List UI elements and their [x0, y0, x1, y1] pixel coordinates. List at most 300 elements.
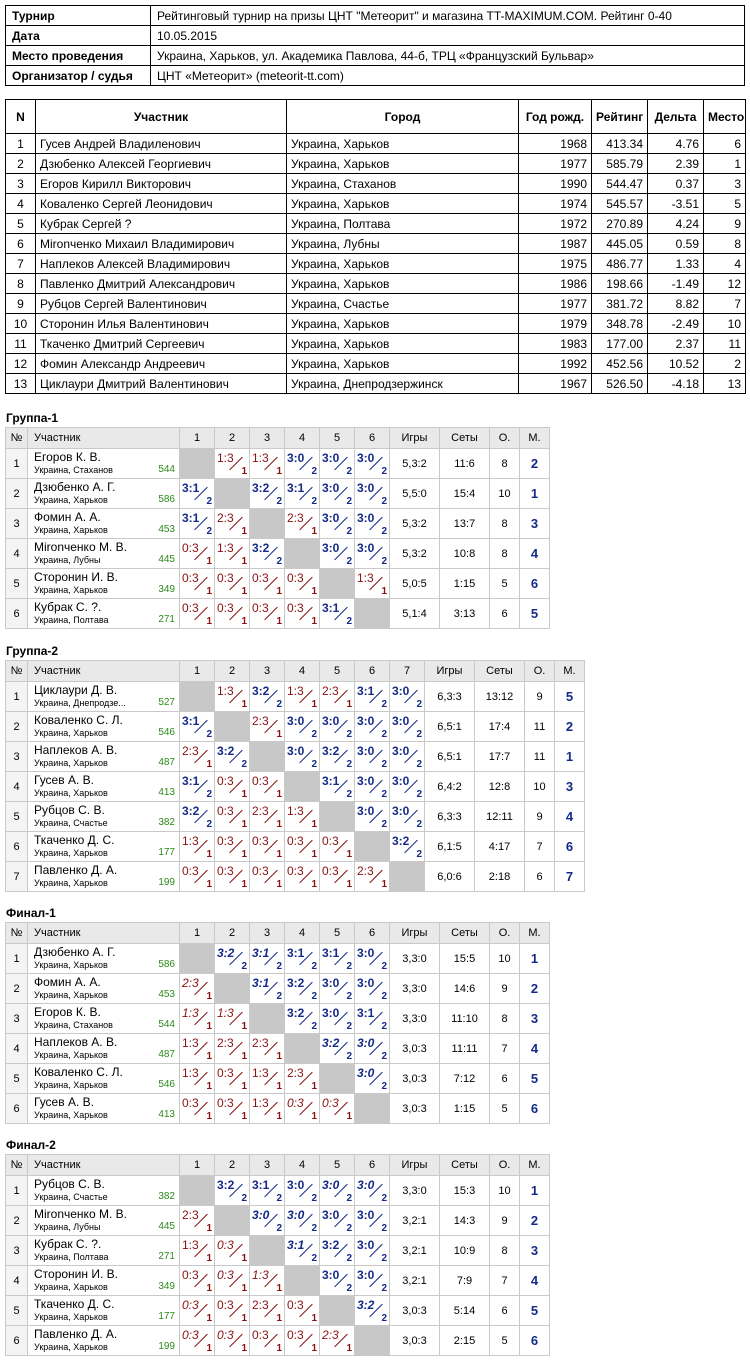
match-score — [355, 509, 389, 538]
score-cell — [215, 449, 250, 479]
match-score — [250, 832, 284, 861]
participant-cell — [28, 539, 180, 569]
column-header-opponent: 1 — [180, 428, 215, 449]
self-cell — [355, 1326, 390, 1356]
column-header-opponent: 1 — [180, 1155, 215, 1176]
participant-rating: 586 — [158, 494, 175, 505]
match-score — [285, 1004, 319, 1033]
place-cell: 5 — [555, 682, 585, 712]
sets-cell: 10:8 — [440, 539, 490, 569]
table-cell: 445.05 — [592, 234, 648, 254]
column-header-opponent: 2 — [215, 923, 250, 944]
score-text: 0:3 — [287, 864, 304, 878]
score-text: 0:3 — [182, 1298, 199, 1312]
participant-name: Дзюбенко А. Г. — [34, 481, 116, 494]
score-cell — [355, 682, 390, 712]
table-row — [6, 334, 746, 354]
score-cell — [320, 1094, 355, 1124]
info-row — [6, 46, 745, 66]
table-cell: Коваленко Сергей Леонидович — [36, 194, 287, 214]
group-table — [5, 922, 550, 1124]
points-cell: 8 — [490, 1004, 520, 1034]
score-cell — [215, 509, 250, 539]
place-cell: 1 — [520, 1176, 550, 1206]
row-number: 3 — [6, 1004, 28, 1034]
score-text: 0:3 — [217, 1298, 234, 1312]
self-cell — [285, 1266, 320, 1296]
score-text: 1:3 — [252, 451, 269, 465]
sets-cell: 12:11 — [475, 802, 525, 832]
participant-rating: 586 — [158, 959, 175, 970]
score-cell — [285, 974, 320, 1004]
group-title: Финал-1 — [6, 906, 56, 920]
score-cell — [180, 832, 215, 862]
participant-city: Украина, Днепродзе... — [34, 698, 126, 708]
match-score — [285, 974, 319, 1003]
match-score — [215, 1034, 249, 1063]
match-score — [355, 712, 389, 741]
score-cell — [390, 772, 425, 802]
match-score — [285, 742, 319, 771]
participant-city: Украина, Полтава — [34, 1252, 109, 1262]
table-cell: 1990 — [519, 174, 592, 194]
match-score — [355, 682, 389, 711]
score-cell — [250, 1064, 285, 1094]
score-text: 3:2 — [357, 1298, 375, 1312]
participant-name: Павленко Д. А. — [34, 1328, 118, 1341]
match-points: 1 — [241, 789, 247, 800]
table-cell: -3.51 — [648, 194, 704, 214]
column-header-sets: Сеты — [440, 1155, 490, 1176]
match-score — [285, 1236, 319, 1265]
match-points: 1 — [311, 1111, 317, 1122]
match-score — [215, 944, 249, 973]
table-cell: -2.49 — [648, 314, 704, 334]
match-points: 2 — [381, 699, 387, 710]
score-text: 1:3 — [182, 834, 199, 848]
score-cell — [180, 1094, 215, 1124]
table-row — [6, 154, 746, 174]
score-cell — [180, 1206, 215, 1236]
match-points: 1 — [206, 759, 212, 770]
score-cell — [320, 772, 355, 802]
score-cell — [215, 539, 250, 569]
score-cell — [215, 742, 250, 772]
group-title: Группа-1 — [6, 411, 59, 425]
score-text: 0:3 — [252, 834, 269, 848]
column-header-opponent: 3 — [250, 923, 285, 944]
score-cell — [285, 832, 320, 862]
column-header: N — [6, 100, 36, 134]
participant-rating: 382 — [158, 1191, 175, 1202]
table-cell: Мironченко Михаил Владимирович — [36, 234, 287, 254]
participant-rating: 413 — [158, 1109, 175, 1120]
games-cell: 6,3:3 — [425, 802, 475, 832]
table-cell: 4.24 — [648, 214, 704, 234]
match-score — [390, 682, 424, 711]
sets-cell: 12:8 — [475, 772, 525, 802]
score-text: 0:3 — [217, 834, 234, 848]
sets-cell: 17:7 — [475, 742, 525, 772]
score-cell — [180, 974, 215, 1004]
participant-name: Гусев А. В. — [34, 1096, 94, 1109]
score-text: 3:0 — [322, 976, 340, 990]
match-points: 2 — [381, 556, 387, 567]
match-score — [355, 1176, 389, 1205]
group-header-row — [6, 428, 550, 449]
points-cell: 7 — [490, 1266, 520, 1296]
self-cell — [250, 1004, 285, 1034]
place-cell: 6 — [520, 569, 550, 599]
column-header-place: М. — [555, 661, 585, 682]
score-cell — [285, 1206, 320, 1236]
score-cell — [320, 862, 355, 892]
match-points: 2 — [346, 1283, 352, 1294]
score-text: 3:0 — [357, 714, 375, 728]
match-points: 1 — [241, 1313, 247, 1324]
score-cell — [215, 802, 250, 832]
match-points: 2 — [346, 1051, 352, 1062]
table-cell: 10 — [704, 314, 746, 334]
match-score — [320, 599, 354, 628]
self-cell — [215, 974, 250, 1004]
match-points: 1 — [206, 879, 212, 890]
match-points: 1 — [206, 616, 212, 627]
match-score — [320, 1004, 354, 1033]
sets-cell: 2:18 — [475, 862, 525, 892]
match-points: 1 — [241, 616, 247, 627]
score-text: 3:2 — [322, 1238, 340, 1252]
points-cell: 6 — [490, 1296, 520, 1326]
self-cell — [320, 1064, 355, 1094]
score-text: 0:3 — [322, 834, 339, 848]
participant-name: Фомин А. А. — [34, 511, 101, 524]
column-header-opponent: 6 — [355, 661, 390, 682]
match-score — [320, 682, 354, 711]
score-text: 0:3 — [217, 864, 234, 878]
score-text: 2:3 — [252, 714, 269, 728]
participant-rating: 271 — [158, 614, 175, 625]
info-key: Место проведения — [6, 46, 151, 66]
match-score — [320, 449, 354, 478]
score-text: 0:3 — [287, 571, 304, 585]
score-cell — [285, 712, 320, 742]
score-cell — [355, 1266, 390, 1296]
place-cell: 2 — [520, 974, 550, 1004]
score-cell — [180, 1064, 215, 1094]
participant-city: Украина, Харьков — [34, 878, 108, 888]
match-points: 1 — [206, 1283, 212, 1294]
score-text: 3:1 — [287, 481, 305, 495]
participant-name: Наплеков А. В. — [34, 744, 118, 757]
participant-city: Украина, Харьков — [34, 1282, 108, 1292]
match-score — [180, 1296, 214, 1325]
points-cell: 9 — [490, 1206, 520, 1236]
score-cell — [320, 1266, 355, 1296]
self-cell — [250, 1236, 285, 1266]
participant-rating: 382 — [158, 817, 175, 828]
games-cell: 6,5:1 — [425, 742, 475, 772]
games-cell: 5,5:0 — [390, 479, 440, 509]
match-points: 1 — [311, 879, 317, 890]
participant-cell — [28, 712, 180, 742]
participant-rating: 546 — [158, 727, 175, 738]
match-points: 1 — [241, 1111, 247, 1122]
match-points: 1 — [241, 879, 247, 890]
match-points: 1 — [346, 1111, 352, 1122]
match-points: 2 — [311, 991, 317, 1002]
match-score — [250, 479, 284, 508]
score-cell — [215, 1326, 250, 1356]
participant-city: Украина, Лубны — [34, 1222, 101, 1232]
match-score — [250, 712, 284, 741]
score-cell — [215, 1236, 250, 1266]
match-points: 2 — [311, 1223, 317, 1234]
match-points: 1 — [311, 1313, 317, 1324]
match-score — [180, 832, 214, 861]
sets-cell: 7:12 — [440, 1064, 490, 1094]
table-cell: Украина, Харьков — [287, 154, 519, 174]
score-text: 3:0 — [357, 774, 375, 788]
score-text: 1:3 — [287, 804, 304, 818]
match-score — [355, 1034, 389, 1063]
table-row — [6, 1176, 550, 1206]
table-row — [6, 862, 585, 892]
match-score — [250, 944, 284, 973]
table-cell: 1968 — [519, 134, 592, 154]
row-number: 3 — [6, 742, 28, 772]
info-row — [6, 26, 745, 46]
match-points: 1 — [206, 1223, 212, 1234]
score-cell — [355, 569, 390, 599]
place-cell: 3 — [555, 772, 585, 802]
column-header-place: М. — [520, 923, 550, 944]
score-text: 1:3 — [182, 1006, 199, 1020]
self-cell — [285, 539, 320, 569]
match-score — [180, 742, 214, 771]
table-cell: 8 — [704, 234, 746, 254]
participant-rating: 349 — [158, 584, 175, 595]
table-row — [6, 1296, 550, 1326]
score-cell — [285, 1176, 320, 1206]
score-text: 3:0 — [322, 1178, 340, 1192]
self-cell — [215, 479, 250, 509]
match-score — [320, 479, 354, 508]
match-score — [285, 944, 319, 973]
sets-cell: 15:5 — [440, 944, 490, 974]
score-text: 3:0 — [357, 481, 375, 495]
table-cell: Егоров Кирилл Викторович — [36, 174, 287, 194]
table-cell: 12 — [704, 274, 746, 294]
match-score — [180, 599, 214, 628]
match-score — [320, 1326, 354, 1355]
score-text: 0:3 — [322, 864, 339, 878]
score-text: 3:2 — [252, 481, 270, 495]
score-cell — [250, 682, 285, 712]
score-text: 3:0 — [322, 714, 340, 728]
participant-rating: 177 — [158, 1311, 175, 1322]
column-header: Город — [287, 100, 519, 134]
score-cell — [180, 712, 215, 742]
match-points: 1 — [241, 1081, 247, 1092]
table-cell: 1974 — [519, 194, 592, 214]
match-points: 2 — [346, 1223, 352, 1234]
match-points: 1 — [311, 1343, 317, 1354]
table-cell: Рубцов Сергей Валентинович — [36, 294, 287, 314]
table-row — [6, 682, 585, 712]
score-text: 3:1 — [182, 714, 200, 728]
match-points: 2 — [381, 991, 387, 1002]
table-cell: 270.89 — [592, 214, 648, 234]
info-value: 10.05.2015 — [151, 26, 745, 46]
column-header-num: № — [6, 661, 28, 682]
tournament-info-table — [5, 5, 745, 86]
participant-name: Коваленко С. Л. — [34, 714, 123, 727]
score-cell — [320, 712, 355, 742]
match-points: 1 — [276, 616, 282, 627]
points-cell: 7 — [490, 1034, 520, 1064]
score-text: 0:3 — [252, 601, 269, 615]
table-row — [6, 479, 550, 509]
column-header: Дельта — [648, 100, 704, 134]
score-cell — [285, 449, 320, 479]
match-points: 1 — [276, 789, 282, 800]
row-number: 1 — [6, 1176, 28, 1206]
score-cell — [320, 1176, 355, 1206]
table-cell: Циклаури Дмитрий Валентинович — [36, 374, 287, 394]
table-row — [6, 832, 585, 862]
match-points: 1 — [276, 879, 282, 890]
table-row — [6, 742, 585, 772]
table-cell: 1977 — [519, 154, 592, 174]
score-text: 3:0 — [357, 1066, 375, 1080]
score-cell — [355, 802, 390, 832]
group-header-row — [6, 923, 550, 944]
score-cell — [285, 599, 320, 629]
score-text: 3:0 — [322, 511, 340, 525]
score-text: 3:2 — [392, 834, 410, 848]
score-text: 3:0 — [357, 451, 375, 465]
participant-cell — [28, 509, 180, 539]
group-title: Финал-2 — [6, 1138, 56, 1152]
score-cell — [355, 1004, 390, 1034]
participant-cell — [28, 1326, 180, 1356]
table-cell: 11 — [6, 334, 36, 354]
points-cell: 10 — [525, 772, 555, 802]
score-cell — [250, 569, 285, 599]
match-points: 2 — [311, 961, 317, 972]
participant-city: Украина, Харьков — [34, 585, 108, 595]
score-text: 2:3 — [322, 1328, 339, 1342]
match-points: 1 — [206, 556, 212, 567]
score-cell — [215, 1064, 250, 1094]
score-cell — [320, 1326, 355, 1356]
self-cell — [355, 1094, 390, 1124]
table-cell: -4.18 — [648, 374, 704, 394]
score-cell — [390, 712, 425, 742]
table-cell: 7 — [6, 254, 36, 274]
place-cell: 7 — [555, 862, 585, 892]
sets-cell: 10:9 — [440, 1236, 490, 1266]
table-cell: 6 — [6, 234, 36, 254]
table-cell: 10.52 — [648, 354, 704, 374]
match-score — [215, 682, 249, 711]
score-text: 3:2 — [287, 976, 305, 990]
place-cell: 3 — [520, 1236, 550, 1266]
column-header-games: Игры — [425, 661, 475, 682]
participant-cell — [28, 832, 180, 862]
score-cell — [355, 509, 390, 539]
place-cell: 3 — [520, 1004, 550, 1034]
table-cell: 1977 — [519, 294, 592, 314]
table-cell: 544.47 — [592, 174, 648, 194]
match-points: 1 — [241, 466, 247, 477]
sets-cell: 14:3 — [440, 1206, 490, 1236]
games-cell: 3,3:0 — [390, 974, 440, 1004]
match-points: 1 — [206, 586, 212, 597]
score-cell — [180, 1296, 215, 1326]
group-table — [5, 1154, 550, 1356]
score-cell — [250, 539, 285, 569]
match-points: 2 — [416, 819, 422, 830]
match-points: 1 — [241, 1283, 247, 1294]
match-score — [250, 1326, 284, 1355]
score-text: 3:2 — [252, 684, 270, 698]
score-text: 3:0 — [357, 744, 375, 758]
table-row — [6, 1326, 550, 1356]
row-number: 6 — [6, 832, 28, 862]
column-header: Рейтинг — [592, 100, 648, 134]
place-cell: 6 — [520, 1326, 550, 1356]
score-cell — [285, 1064, 320, 1094]
participant-city: Украина, Счастье — [34, 818, 108, 828]
score-cell — [250, 1326, 285, 1356]
games-cell: 6,4:2 — [425, 772, 475, 802]
score-text: 3:0 — [357, 804, 375, 818]
self-cell — [285, 1034, 320, 1064]
column-header-opponent: 6 — [355, 428, 390, 449]
match-score — [180, 509, 214, 538]
games-cell: 6,1:5 — [425, 832, 475, 862]
score-text: 0:3 — [217, 1328, 234, 1342]
column-header-opponent: 5 — [320, 923, 355, 944]
games-cell: 3,3:0 — [390, 1004, 440, 1034]
match-score — [180, 1206, 214, 1235]
score-text: 0:3 — [217, 804, 234, 818]
score-text: 3:1 — [322, 774, 340, 788]
column-header-points: О. — [525, 661, 555, 682]
row-number: 6 — [6, 599, 28, 629]
score-cell — [215, 599, 250, 629]
table-cell: -1.49 — [648, 274, 704, 294]
match-score — [215, 599, 249, 628]
score-text: 0:3 — [182, 571, 199, 585]
info-value: Рейтинговый турнир на призы ЦНТ "Метеорит" и магазина TT-MAXIMUM.COM. Рейтинг 0-40 — [151, 6, 745, 26]
games-cell: 5,1:4 — [390, 599, 440, 629]
score-text: 1:3 — [217, 451, 234, 465]
match-score — [215, 1326, 249, 1355]
points-cell: 6 — [490, 1064, 520, 1094]
match-score — [285, 682, 319, 711]
score-cell — [180, 802, 215, 832]
score-text: 0:3 — [217, 1096, 234, 1110]
match-points: 1 — [276, 466, 282, 477]
participant-name: Мironченко М. В. — [34, 541, 127, 554]
match-score — [320, 509, 354, 538]
match-score — [250, 1034, 284, 1063]
column-header-opponent: 7 — [390, 661, 425, 682]
place-cell: 3 — [520, 509, 550, 539]
